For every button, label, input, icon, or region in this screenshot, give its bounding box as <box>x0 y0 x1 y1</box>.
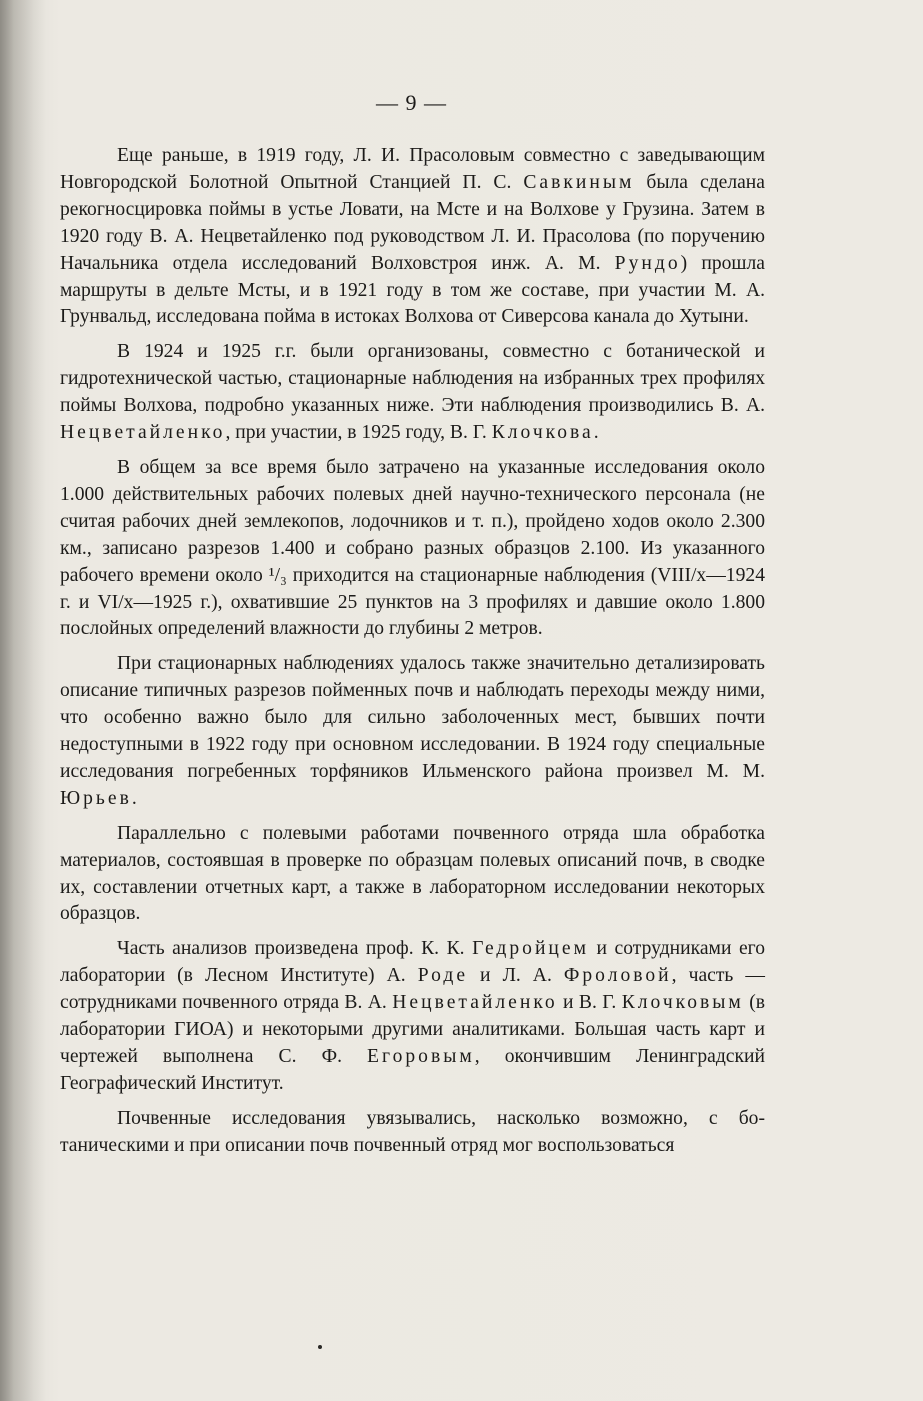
paragraph-4: При стационарных наблюдениях удалось также значительно детализировать описание типичных разрезов пойменных почв и наблюдать переходы между ними, что особенно важно было для сильно заболоченных мест, бывших почти недоступными в 1922 году при основном исследовании. В 1924 году специальные исследования погребенных торфяников Ильменского района произвел М. М. Юрьев. <box>60 653 765 809</box>
spaced-name: Нецветайленко <box>392 992 558 1014</box>
paragraph-6: Часть анализов произведена проф. К. К. Гедройцем и сотрудниками его лаборатории (в Лесном Институте) А. Роде и Л. А. Фроловой, часть — сотрудниками почвенного отряда В. А. Нецветайленко и В. Г. Клочковым (в лаборатории ГИОА) и некоторыми другими аналитиками. Большая часть карт и чертежей выполнена С. Ф. Егоровым, окончившим Ленинградский Географический Институт. <box>60 938 766 1094</box>
spaced-name: Рундо <box>614 252 681 274</box>
printed-dot-mark <box>318 1345 322 1349</box>
page-number: — 9 — <box>376 90 447 115</box>
spaced-name: Савкиным <box>523 171 635 193</box>
spaced-name: Фроловой <box>563 965 672 987</box>
spaced-name: Юрьев <box>60 787 132 809</box>
paragraph-5: Параллельно с полевыми работами почвенного отряда шла обработка материалов, состоявшая в проверке по образцам полевых описаний почв, в сводке их, составлении отчетных карт, а также в лабораторном исследовании некоторых образцов. <box>60 822 765 925</box>
binding-gutter-shadow <box>0 0 46 1401</box>
spaced-name: Гедройцем <box>472 938 590 960</box>
spaced-name: Клочковым <box>621 992 744 1014</box>
spaced-name: Клочкова <box>491 422 594 444</box>
spaced-name: Егоровым <box>367 1046 475 1067</box>
paragraph-7: Почвенные исследования увязывались, насколько возможно, с ботаническими и при описании почв почвенный отряд мог воспользоваться <box>60 1107 765 1156</box>
paragraph-2: В 1924 и 1925 г.г. были организованы, совместно с ботанической и гидротехнической частью, стационарные наблюдения на избранных трех профилях поймы Волхова, подробно указанных ниже. Эти наблюдения производились В. А. Нецветайленко, при участии, в 1925 году, В. Г. Клочкова. <box>60 341 765 444</box>
paragraph-1: Еще раньше, в 1919 году, Л. И. Прасоловым совместно с заведывающим Новгородской Болотной Опытной Станцией П. С. Савкиным была сделана рекогносцировка поймы в устье Ловати, на Мсте и на Волхове у Грузина. Затем в 1920 году В. А. Нецветайленко под руководством Л. И. Прасолова (по поручению Начальника отдела исследований Волховстроя инж. А. М. Рундо) прошла маршруты в дельте Мсты, и в 1921 году в том же составе, при участии М. А. Грунвальд, исследована пойма в истоках Волхова от Сиверсова канала до Хутыни. <box>60 145 765 328</box>
paragraph-3: В общем за все время было затрачено на указанные исследования около 1.000 действительных рабочих полевых дней научно-технического персонала (не считая рабочих дней землекопов, лодочников и т. п.), пройдено ходов около 2.300 км., записано разрезов 1.400 и собрано разных образцов 2.100. Из указанного рабочего времени около ¹/₃ приходится на стационарные наблюдения (VIII/x—1924 г. и VI/x—1925 г.), охватившие 25 пунктов на 3 профилях и давшие около 1.800 послойных определений влажности до глубины 2 метров. <box>60 456 765 640</box>
body-text <box>60 143 765 1160</box>
spaced-name: Нецветайленко <box>60 422 226 444</box>
spaced-name: Роде <box>417 965 469 987</box>
